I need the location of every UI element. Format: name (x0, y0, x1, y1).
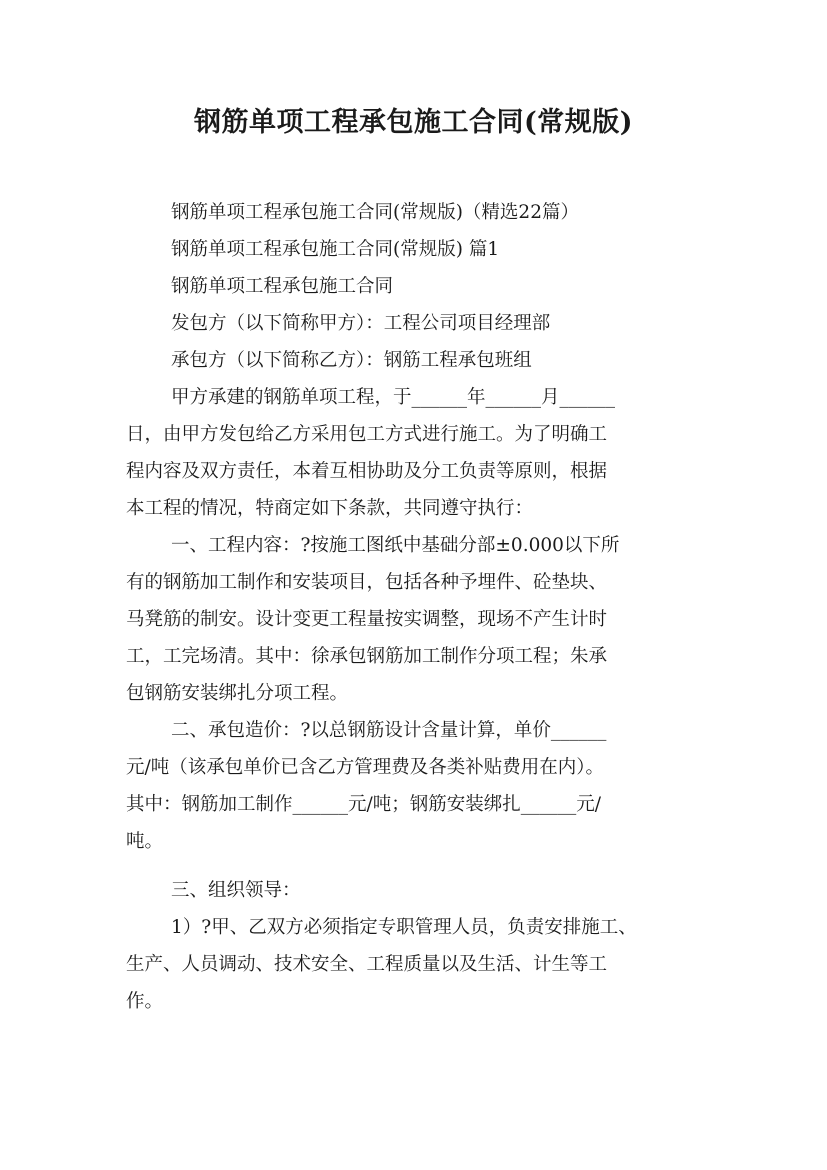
document-body (126, 194, 706, 1020)
paragraph-article-heading: 钢筋单项工程承包施工合同(常规版) 篇1 (171, 239, 500, 260)
paragraph-party-a: 发包方（以下简称甲方）：工程公司项目经理部 (171, 313, 551, 334)
document-title: 钢筋单项工程承包施工合同(常规版) (193, 107, 634, 138)
paragraph-intro-line-3: 程内容及双方责任，本着互相协助及分工负责等原则，根据 (126, 461, 608, 482)
paragraph-spacer (126, 860, 706, 872)
paragraph-contract-name: 钢筋单项工程承包施工合同 (171, 276, 394, 297)
clause-1-line-3: 马凳筋的制安。设计变更工程量按实调整，现场不产生计时 (126, 609, 608, 630)
paragraph-party-b: 承包方（以下简称乙方）：钢筋工程承包班组 (171, 350, 532, 371)
clause-3-heading: 三、组织领导： (171, 880, 301, 901)
clause-3-item-1-line-3: 作。 (126, 991, 164, 1012)
clause-1-line-4: 工，工完场清。其中：徐承包钢筋加工制作分项工程；朱承 (126, 646, 608, 667)
clause-2-line-3: 其中：钢筋加工制作______元/吨；钢筋安装绑扎______元/ (126, 794, 601, 815)
clause-3-item-1-line-2: 生产、人员调动、技术安全、工程质量以及生活、计生等工 (126, 954, 608, 975)
clause-2-line-4: 吨。 (126, 831, 164, 852)
paragraph-intro-line-1: 甲方承建的钢筋单项工程，于______年______月______ (171, 387, 616, 408)
clause-1-line-1: 一、工程内容：?按施工图纸中基础分部±0.000以下所 (171, 535, 620, 556)
paragraph-subtitle: 钢筋单项工程承包施工合同(常规版)（精选22篇） (171, 202, 579, 223)
paragraph-intro-line-4: 本工程的情况，特商定如下条款，共同遵守执行： (126, 498, 534, 519)
paragraph-intro-line-2: 日，由甲方发包给乙方采用包工方式进行施工。为了明确工 (126, 424, 608, 445)
clause-2-line-2: 元/吨（该承包单价已含乙方管理费及各类补贴费用在内）。 (126, 757, 604, 778)
clause-1-line-2: 有的钢筋加工制作和安装项目，包括各种予埋件、砼垫块、 (126, 572, 608, 593)
clause-3-item-1-line-1: 1）?甲、乙双方必须指定专职管理人员，负责安排施工、 (171, 917, 637, 938)
clause-1-line-5: 包钢筋安装绑扎分项工程。 (126, 683, 349, 704)
clause-2-line-1: 二、承包造价：?以总钢筋设计含量计算，单价______ (171, 720, 607, 741)
